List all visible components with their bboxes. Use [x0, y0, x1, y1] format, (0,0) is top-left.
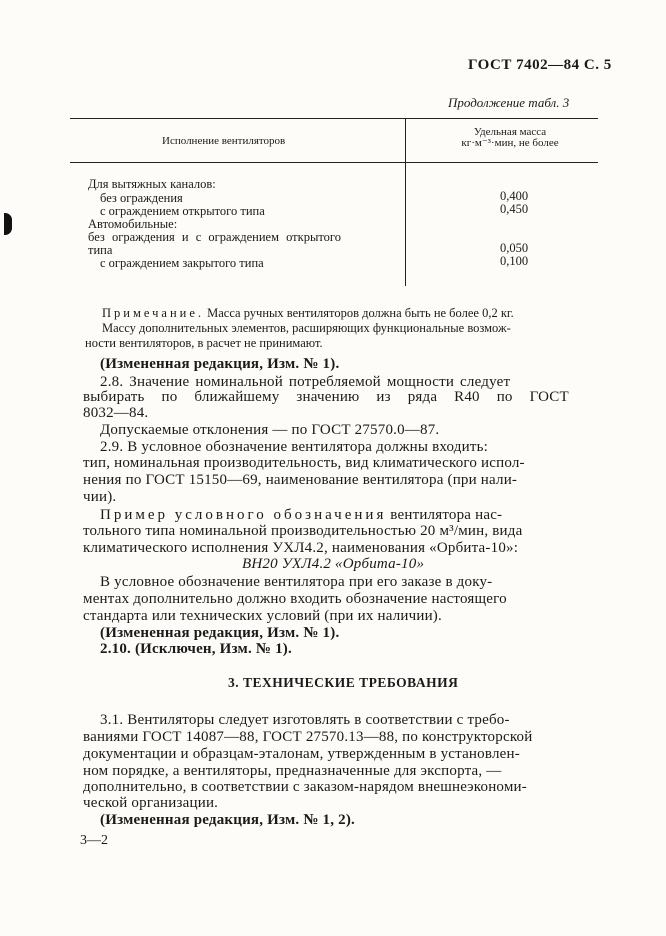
paragraph-line: нения по ГОСТ 15150—69, наименование вентилятора (при нали- [83, 472, 518, 488]
section-title: 3. ТЕХНИЧЕСКИЕ ТРЕБОВАНИЯ [228, 675, 459, 690]
note-line: ности вентиляторов, в расчет не принимают. [85, 336, 323, 350]
amendment-note: (Измененная редакция, Изм. № 1, 2). [100, 812, 356, 828]
table-note [102, 306, 514, 321]
excluded-clause: 2.10. (Исключен, Изм. № 1). [100, 641, 292, 657]
paragraph-line: чии). [83, 489, 117, 505]
paragraph-line: ваниями ГОСТ 14087—88, ГОСТ 27570.13—88, по конструкторской [83, 729, 533, 745]
page-number: 3—2 [80, 833, 108, 848]
table-row-label: Автомобильные: [88, 217, 178, 231]
table-col2-header: Удельная масса кг·м⁻³·мин, не более [461, 126, 559, 149]
amendment-note: (Измененная редакция, Изм. № 1). [100, 356, 340, 372]
paragraph-line: тип, номинальная производительность, вид климатического испол- [83, 455, 525, 471]
table-row-label: без ограждения и с ограждением открытого [88, 230, 341, 244]
table-row-label: с ограждением закрытого типа [100, 256, 264, 270]
table-top-rule [70, 118, 598, 119]
table-row-value: 0,100 [499, 254, 529, 268]
paragraph-line: В условное обозначение вентилятора при его заказе в доку- [100, 574, 493, 590]
table-column-divider [405, 118, 406, 286]
table-row-label: Для вытяжных каналов: [88, 177, 216, 191]
paragraph-line: тольного типа номинальной производительностью 20 м³/мин, вида [83, 523, 523, 539]
example-label: Пример условного обозначения [100, 507, 387, 523]
designation-example: ВН20 УХЛ4.2 «Орбита-10» [242, 556, 425, 572]
amendment-note: (Измененная редакция, Изм. № 1). [100, 625, 340, 641]
paragraph-line: 2.9. В условное обозначение вентилятора должны входить: [100, 439, 489, 455]
paragraph-line: выбирать по ближайшему значению из ряда R40 по ГОСТ [83, 389, 569, 405]
binding-mark [4, 213, 12, 235]
table-row-label: типа [88, 243, 113, 257]
paragraph-line: 2.8. Значение номинальной потребляемой мощности следует [100, 374, 511, 390]
paragraph-line: климатического исполнения УХЛ4.2, наименования «Орбита-10»: [83, 540, 519, 556]
paragraph-line: 8032—84. [83, 405, 149, 421]
paragraph-line: стандарта или технических условий (при их наличии). [83, 608, 442, 624]
table-row-value: 0,050 [499, 241, 529, 255]
example-text: вентилятора нас- [390, 507, 503, 523]
table-continuation: Продолжение табл. 3 [448, 95, 570, 110]
paragraph-line: документации и образцам-эталонам, утвержденным в установлен- [83, 746, 520, 762]
note-text: Масса ручных вентиляторов должна быть не более 0,2 кг. [207, 306, 514, 320]
table-header-rule [70, 162, 598, 163]
table-row-label: без ограждения [100, 191, 183, 205]
table-col1-header: Исполнение вентиляторов [162, 135, 286, 147]
paragraph-line: ментах дополнительно должно входить обозначение настоящего [83, 591, 507, 607]
table-row-value: 0,450 [499, 202, 529, 216]
note-line: Массу дополнительных элементов, расширяющих функциональные возмож- [102, 321, 511, 335]
paragraph-line: 3.1. Вентиляторы следует изготовлять в соответствии с требо- [100, 712, 510, 728]
paragraph-line [100, 507, 502, 524]
note-label: Примечание. [102, 306, 205, 320]
table-row-label: с ограждением открытого типа [100, 204, 265, 218]
paragraph-line: дополнительно, в соответствии с заказом-нарядом внешнеэкономи- [83, 779, 527, 795]
page-header: ГОСТ 7402—84 С. 5 [468, 57, 612, 73]
paragraph-line: Допускаемые отклонения — по ГОСТ 27570.0—87. [100, 422, 440, 438]
paragraph-line: ческой организации. [83, 795, 219, 811]
paragraph-line: ном порядке, а вентиляторы, предназначенные для экспорта, — [83, 763, 502, 779]
table-row-value: 0,400 [499, 189, 529, 203]
